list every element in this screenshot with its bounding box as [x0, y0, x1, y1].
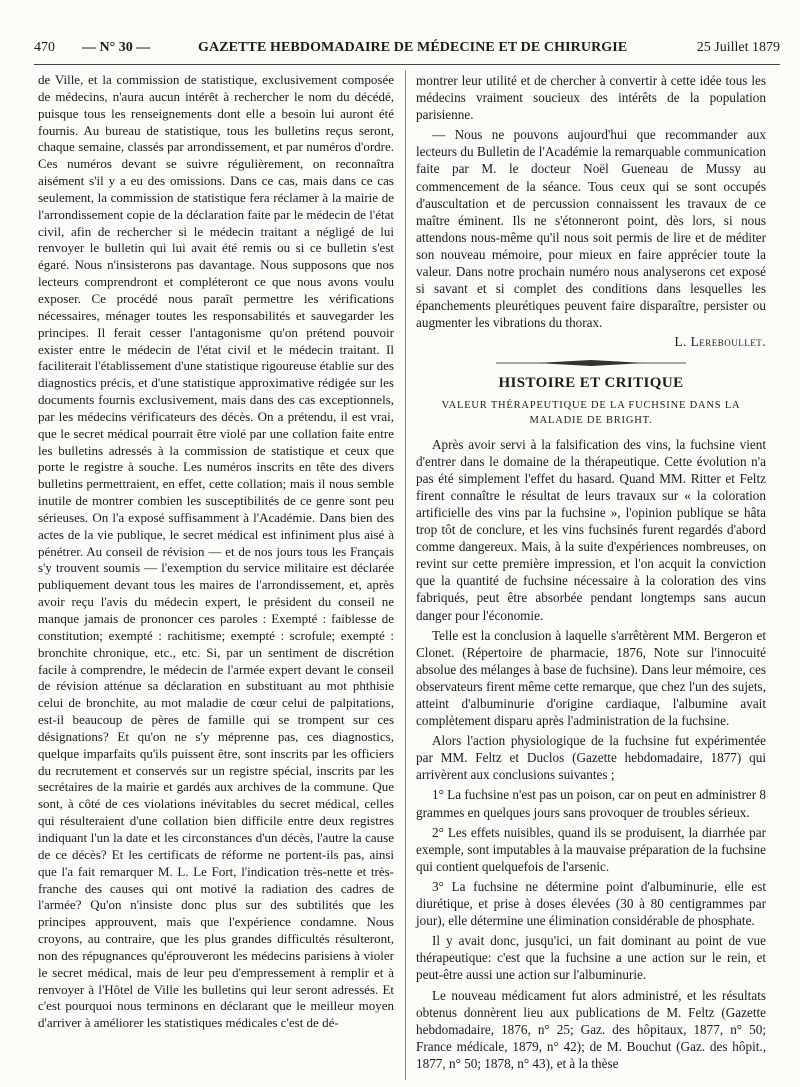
article-paragraph: Le nouveau médicament fut alors administré, et les résultats obtenus donnèrent lieu aux publications de M. Feltz (Gazette hebdomadaire, 1876, n° 25; Gaz. des hôpitaux, 1877, n° 50; France médicale, 1879, n° 42); de M. Bouchut (Gaz. des hôpit., 1877, n° 50; 1878, n° 43), et à la thèse — [416, 987, 766, 1071]
issue-date: 25 Juillet 1879 — [696, 40, 780, 55]
article-paragraph: de Ville, et la commission de statistique, exclusivement composée de médecins, n'aura aucun intérêt à rechercher le nom du décédé, puisque tous les renseignements dont elle a besoin lui auront été fournis. Au bureau de statistique, tous les bulletins reçus seront, chaque semaine, classés par arrondissement, et par numéros d'ordre. Ces numéros devant se suivre régulièrement, on reconnaîtra aisément s'il y a eu des omissions. Dans ce cas, mais dans ce cas seulement, la commission de statistique fera réclamer à la mairie de l'arrondissement copie de la déclaration faite par le médecin de l'état civil, afin de rechercher si le médecin traitant a négligé de lui renvoyer le bulletin qui lui avait été remis ou si ce bulletin s'est égaré. Nous n'insisterons pas davantage. Nous supposons que nos lecteurs comprendront et compléteront ce que nous avons voulu exposer. Ce procédé nous paraît permettre les vérifications nécessaires, ménager toutes les responsabilités et sauvegarder les principes. Il ferait cesser l'antagonisme qu'on prétend pouvoir exister entre le médecin de l'état civil et le médecin traitant. Il faciliterait l'établissement d'une statistique rigoureuse établie sur des diagnostics précis, et d'une statistique approximative rédigée sur les documents fournis exclusivement, mais dans des cas exceptionnels, par les médecins vérificateurs des décès. On a prétendu, il est vrai, que le secret médical pourrait être violé par une collation faite entre les bulletins adressés à la commission de statistique et ceux que porte le registre à souche. Les numéros inscrits en tête des divers bulletins permettraient, en effet, cette collation; mais il nous semble inutile de montrer combien les susceptibilités de ce genre sont peu sérieuses. On l'a exposé suffisamment à l'Académie. Dans bien des actes de la vie publique, le secret médical est infiniment plus aisé à pénétrer. Au conseil de révision — et de nos jours tous les Français s'y trouvent soumis — l'exemption du service militaire est déclarée publiquement devant tous les maires de l'arrondissement, et, après avoir reçu l'avis du médecin expert, le président du conseil ne manque jamais de prononcer ces paroles : Exempté : faiblesse de constitution; exempté : rachitisme; exempté : scrofule; exempté : bronchite chronique, etc., etc. Si, par un sentiment de discrétion facile à comprendre, le médecin de l'armée expert devant le conseil de révision atténue sa déclaration en substituant au mot phthisie celui de bronchite, au mot maladie de cœur celui de palpitations, est-il beaucoup de pères de famille qui se trompent sur ces désignations? Et qu'on ne s'y méprenne pas, ces diagnostics, quelque imparfaits qu'ils puissent être, sont inscrits par les officiers du recrutement et conservés sur un registre spécial, inscrits par les secrétaires de la mairie et gardés aux archives de la commune. Que sont, à côté de ces violations inévitables du secret médical, celles qui résulteraient d'une collation bien difficile entre deux registres indiquant l'un la date et les circonstances d'un décès, l'autre la cause de ce décès? Et les certificats de réforme ne portent-ils pas, ainsi que l'a fait remarquer M. L. Le Fort, l'indication très-nette et très-franche des causes qui ont motivé la radiation des cadres de l'armée? Qu'on n'insiste donc plus sur des subtilités que les principes approuvent, mais que l'expérience condamne. Nous croyons, au contraire, que les plus grandes difficultés résulteront, non des répugnances qu'éprouveront les médecins parisiens à violer le secret médical, mais de leur peu d'empressement à remplir et à renvoyer à l'Hôtel de Ville les bulletins qui leur seront adressés. Et c'est pourquoi nous terminons en déclarant que le meilleur moyen d'arriver à améliorer les statistiques médicales c'est de dé- — [38, 72, 394, 1031]
author-signature: L. Lereboullet. — [674, 334, 766, 350]
editorial-note: — Nous ne pouvons aujourd'hui que recommander aux lecteurs du Bulletin de l'Académie la remarquable communication faite par M. le docteur Noël Gueneau de Mussy au commencement de la séance. Tous ceux qui se sont occupés d'auscultation et de percussion connaissent les travaux de ce maître éminent. Ils ne s'étonneront point, dès lors, si nous attendons nous-même qu'il nous soit permis de lire et de méditer son nouveau mémoire, pour mieux en faire apprécier toute la valeur. Dans notre prochain numéro nous analyserons cet exposé si savant et si complet des conditions dans lesquelles les épanchements pleurétiques peuvent faire disparaître, persister ou augmenter les vibrations du thorax. — [416, 127, 766, 331]
page-number: 470 — [34, 40, 55, 55]
article-paragraph: montrer leur utilité et de chercher à convertir à cette idée tous les médecins vraiment soucieux des intérêts de la population parisienne. — [416, 73, 766, 123]
article-paragraph: Telle est la conclusion à laquelle s'arrêtèrent MM. Bergeron et Clonet. (Répertoire de pharmacie, 1876, Note sur l'innocuité absolue des mélanges à base de fuchsine). Dans leur mémoire, ces observateurs firent même cette remarque, que chez l'un des sujets, atteint d'albuminurie d'origine cardiaque, l'albumine avait complètement disparu après l'administration de la fuchsine. — [416, 627, 766, 729]
article-paragraph: Il y avait donc, jusqu'ici, un fait dominant au point de vue thérapeutique: c'est que la fuchsine a une action sur le rein, et peut-être aussi une action sur l'albuminurie. — [416, 933, 766, 983]
section-subtitle: VALEUR THÉRAPEUTIQUE DE LA FUCHSINE DANS LA MALADIE DE BRIGHT. — [441, 399, 741, 426]
numbered-conclusion: 3° La fuchsine ne détermine point d'albuminurie, elle est diurétique, et prise à doses élevées (30 à 80 centigrammes par jour), elle détermine une élimination considérable de phosphate. — [416, 878, 766, 929]
numbered-conclusion: 1° La fuchsine n'est pas un poison, car on peut en administrer 8 grammes en quelques jours sans provoquer de troubles sérieux. — [416, 787, 766, 820]
issue-number: — N° 30 — — [82, 40, 151, 55]
right-column — [416, 72, 766, 1072]
article-paragraph: Après avoir servi à la falsification des vins, la fuchsine vient d'entrer dans le domaine de la thérapeutique. Cette évolution n'a pas été simplement l'effet du hasard. Quand MM. Ritter et Feltz firent connaître le résultat de leurs travaux sur « la coloration artificielle des vins par la fuchsine », l'opinion publique se hâta trop tôt de conclure, et les vins fuchsinés furent regardés d'abord comme dangereux. Mais, à la suite d'expériences nombreuses, on revint sur cette première impression, et l'on acquit la conviction que la quantité de fuchsine nécessaire à la coloration des vins fabriqués, peut être absorbée pendant longtemps sans aucun danger pour l'économie. — [416, 436, 766, 623]
journal-title: GAZETTE HEBDOMADAIRE DE MÉDECINE ET DE CHIRURGIE — [198, 40, 628, 55]
left-column — [38, 72, 394, 1032]
article-paragraph: Alors l'action physiologique de la fuchsine fut expérimentée par MM. Feltz et Duclos (Gazette hebdomadaire, 1877) qui arrivèrent aux conclusions suivantes ; — [416, 733, 766, 783]
column-separator — [405, 70, 406, 1080]
ornamental-rule — [496, 359, 686, 367]
section-title: HISTOIRE ET CRITIQUE — [498, 374, 684, 391]
header-rule — [34, 64, 780, 65]
page-header — [34, 40, 780, 62]
numbered-conclusion: 2° Les effets nuisibles, quand ils se produisent, la diarrhée par exemple, sont imputables à la mauvaise préparation de la fuchsine qui contient quelquefois de l'arsenic. — [416, 824, 766, 874]
